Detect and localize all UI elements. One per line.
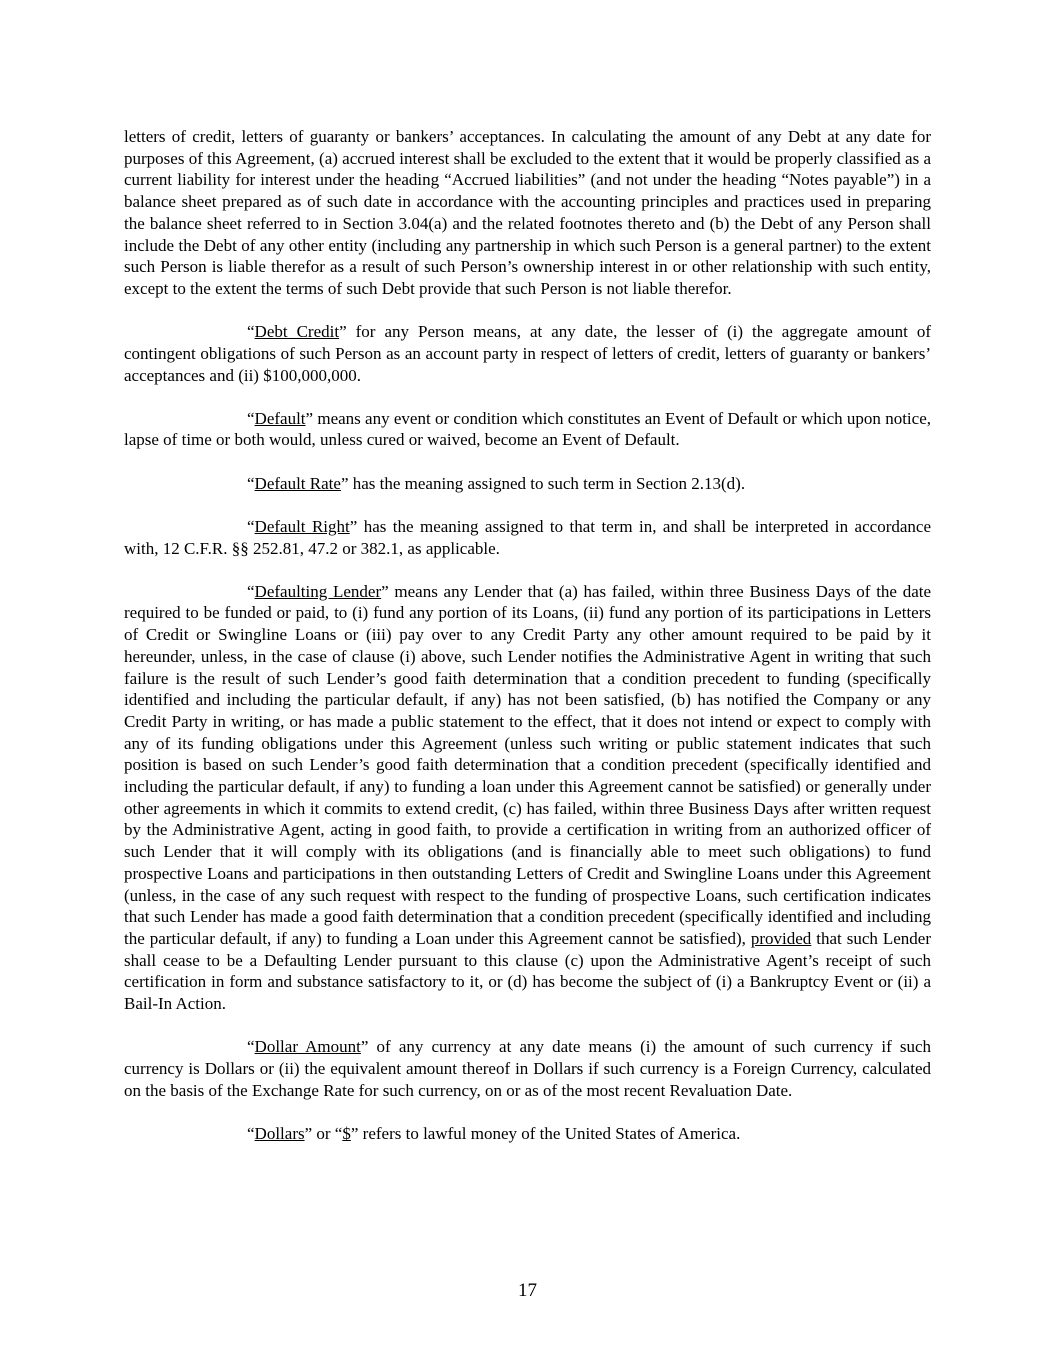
definition-text-continued: that such Lender shall cease to be a Defaulting Lender pursuant to this clause (c) upon the Administrative Agent’s receipt of such certification in form and substance satisfactory to it, or (d) has become the subject of (i) a Bankruptcy Event or (ii) a Bail-In Action. <box>124 929 931 1014</box>
defined-term: Default Right <box>254 516 350 536</box>
definition-debt-credit <box>124 321 931 386</box>
definition-defaulting-lender <box>124 581 931 1015</box>
definition-dollars <box>124 1123 931 1145</box>
definition-dollar-amount <box>124 1036 931 1101</box>
defined-term: Dollar Amount <box>254 1037 361 1057</box>
definition-text: ” has the meaning assigned to such term in Section 2.13(d). <box>340 473 746 493</box>
defined-term: Debt Credit <box>254 322 340 342</box>
continuation-paragraph <box>124 126 931 300</box>
definition-text: ” means any event or condition which constitutes an Event of Default or which upon notice, lapse of time or both would, unless cured or waived, become an Event of Default. <box>124 408 931 450</box>
open-quote: “ <box>247 581 255 601</box>
definition-default <box>124 408 931 451</box>
proviso-term: provided <box>750 929 812 948</box>
definition-text: ” has the meaning assigned to that term in, and shall be interpreted in accordance with, 12 C.F.R. §§ 252.81, 47.2 or 382.1, as applicable. <box>124 516 931 558</box>
defined-term: Dollars <box>254 1123 305 1143</box>
open-quote: “ <box>247 408 255 428</box>
definition-text: ” means any Lender that (a) has failed, within three Business Days of the date required to be funded or paid, to (i) fund any portion of its Loans, (ii) fund any portion of its participations in Letters of Credit or Swingline Loans or (iii) pay over to any Credit Party any other amount required to be paid by it hereunder, unless, in the case of clause (i) above, such Lender notifies the Administrative Agent in writing that such failure is the result of such Lender’s good faith determination that a condition precedent to funding (specifically identified and including the particular default, if any) has not been satisfied, (b) has notified the Company or any Credit Party in writing, or has made a public statement to the effect, that it does not intend or expect to comply with any of its funding obligations under this Agreement (unless such writing or public statement indicates that such position is based on such Lender’s good faith determination that a condition precedent (specifically identified and including the particular default, if any) to funding a loan under this Agreement cannot be satisfied) or generally under other agreements in which it commits to extend credit, (c) has failed, within three Business Days after written request by the Administrative Agent, acting in good faith, to provide a certification in writing from an authorized officer of such Lender that it will comply with its obligations (and is financially able to meet such obligations) to fund prospective Loans and participations in then outstanding Letters of Credit and Swingline Loans under this Agreement (unless, in the case of any such request with respect to the funding of prospective Loans, such certification indicates that such Lender has made a good faith determination that a condition precedent (specifically identified and including the particular default, if any) to funding a Loan under this Agreement cannot be satisfied), <box>124 581 932 948</box>
defined-term: Default <box>254 408 306 428</box>
definition-text: ” refers to lawful money of the United States of America. <box>350 1123 741 1143</box>
definition-text: ” for any Person means, at any date, the lesser of (i) the aggregate amount of contingent obligations of such Person as an account party in respect of letters of credit, letters of guaranty or bankers’ acceptances and (ii) $100,000,000. <box>124 322 931 385</box>
definition-default-right <box>124 516 931 559</box>
open-quote: “ <box>247 473 255 493</box>
open-quote: “ <box>247 1123 255 1143</box>
definition-text: ” of any currency at any date means (i) the amount of such currency if such currency is Dollars or (ii) the equivalent amount thereof in Dollars if such currency is a Foreign Currency, calculated on the basis of the Exchange Rate for such currency, on or as of the most recent Revaluation Date. <box>124 1037 932 1100</box>
defined-term: Defaulting Lender <box>254 581 382 601</box>
paragraph-text: letters of credit, letters of guaranty or bankers’ acceptances. In calculating the amount of any Debt at any date for purposes of this Agreement, (a) accrued interest shall be excluded to the extent that it would be properly classified as a current liability for interest under the heading “Accrued liabilities” (and not under the heading “Notes payable”) in a balance sheet prepared as of such date in accordance with the accounting principles and practices used in preparing the balance sheet referred to in Section 3.04(a) and the related footnotes thereto and (b) the Debt of any Person shall include the Debt of any other entity (including any partnership in which such Person is a general partner) to the extent such Person is liable therefor as a result of such Person’s ownership interest in or other relationship with such entity, except to the extent the terms of such Debt provide that such Person is not liable therefor. <box>124 127 931 298</box>
term-connector: ” or “ <box>304 1123 343 1143</box>
document-page <box>124 126 931 1166</box>
open-quote: “ <box>247 322 255 342</box>
open-quote: “ <box>247 516 255 536</box>
defined-term-symbol: $ <box>342 1123 351 1143</box>
defined-term: Default Rate <box>254 473 341 493</box>
definition-default-rate <box>124 473 931 495</box>
page-number: 17 <box>518 1280 537 1301</box>
open-quote: “ <box>247 1037 255 1057</box>
